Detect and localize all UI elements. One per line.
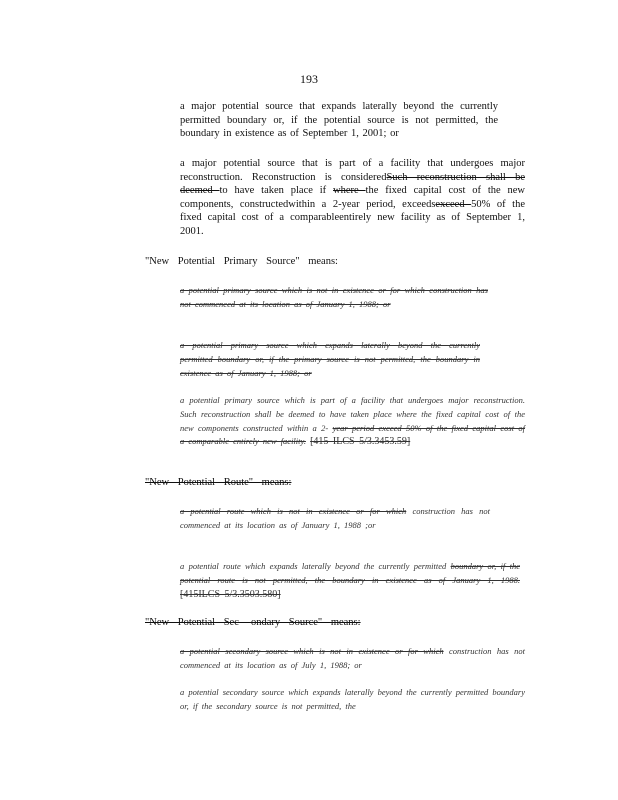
text: 50% of the fixed capital cost of a comparable: [180, 198, 525, 223]
text: construction has not commenced at its location as of July 1, 1988; or: [180, 646, 526, 670]
paragraph-1: a major potential source that expands laterally beyond the currently permitted boundary or, if the potential source is not permitted, the boundary in existence as of September 1, 2001; or: [180, 101, 498, 139]
text: construction has not commenced at its location as of January 1, 1988 ;or: [180, 506, 491, 530]
paragraph-6: [180, 505, 490, 533]
page-number: 193: [300, 72, 318, 86]
paragraph-5: [180, 394, 525, 449]
citation: [415ILCS 5/3.3503.580]: [180, 588, 281, 600]
text: a major potential source that is part of a facility that undergoes major reconstruction. Reconstruction is considered: [180, 158, 525, 183]
deleted-text: Such reconstruction shall be deemed: [180, 171, 525, 196]
paragraph-9: a potential secondary source which expands laterally beyond the currently permitted boundary or, if the secondary source is not permitted, the: [180, 687, 526, 711]
deleted-text: a potential route which is not in existence or for which: [180, 506, 407, 516]
deleted-text: a potential secondary source which is not in existence or for which: [180, 646, 444, 656]
paragraph-4: a potential primary source which expands laterally beyond the currently permitted boundary or, if the primary source is not permitted, the boundary in existence as of January 1, 1988; or: [180, 340, 480, 378]
deleted-text: where: [333, 185, 366, 196]
paragraph-8: [180, 645, 525, 673]
paragraph-3: a potential primary source which is not in existence or for which construction has not commenced at its location as of January 1, 1988; or: [180, 285, 488, 309]
text: to have taken place if: [219, 185, 334, 196]
deleted-text: boundary or, if the potential route is not permitted, the boundary in existence as of January 1, 1988.: [180, 561, 520, 585]
text: entirely new facility as of September 1, 2001.: [180, 212, 525, 237]
paragraph-7: [180, 560, 520, 601]
citation: [415 ILCS 5/3.3453.59]: [310, 436, 411, 448]
heading-new-potential-secondary-source: "New Potential Sec- ondary Source" means:: [145, 617, 361, 628]
text: a potential route which expands laterally beyond the currently permitted: [180, 561, 447, 571]
text: a potential primary source which is part of a facility that undergoes major reconstruction. Such reconstruction shall be deemed to have taken place where the fixed capital cost of the new components constructed within a 2-: [180, 395, 525, 433]
text: within a 2-year period, exceeds: [288, 198, 436, 210]
deleted-text: year period exceed 50% of the fixed capital cost of a comparable entirely new facility.: [180, 422, 525, 447]
paragraph-2: [180, 157, 525, 238]
heading-new-potential-route: "New Potential Route" means:: [145, 477, 292, 488]
deleted-text: exceed: [435, 198, 472, 210]
text: the fixed capital cost of the new components, constructed: [180, 185, 525, 210]
heading-new-potential-primary-source: "New Potential Primary Source" means:: [145, 256, 338, 267]
